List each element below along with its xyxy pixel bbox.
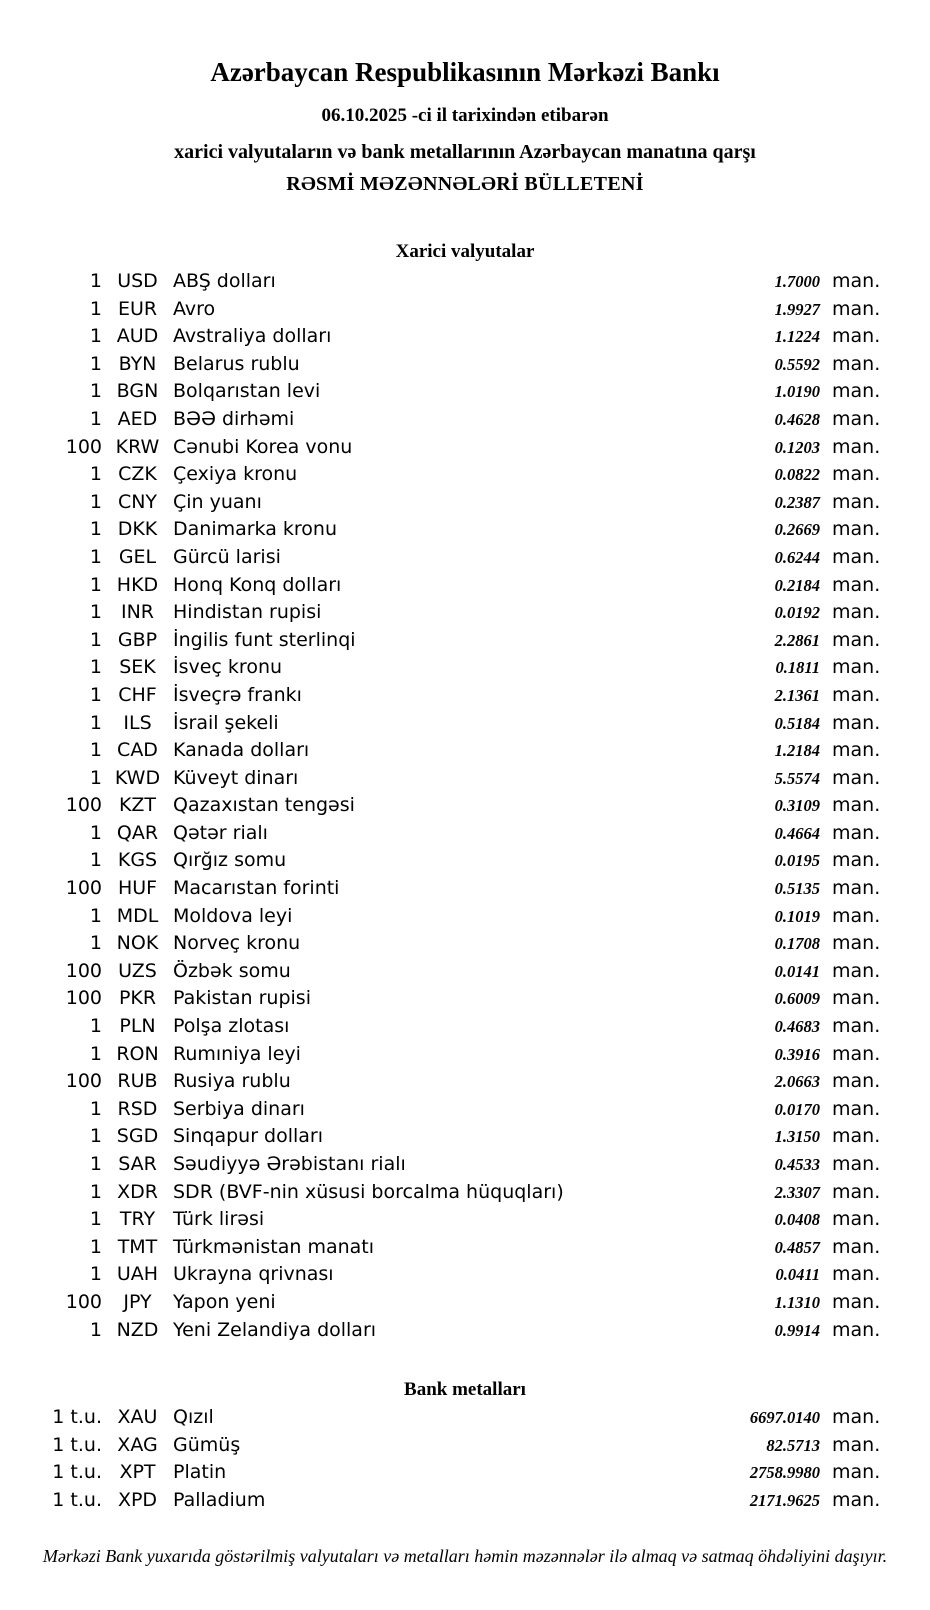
currency-name: Hindistan rupisi: [173, 601, 322, 624]
unit-label: man.: [832, 463, 881, 486]
currency-name: Qızıl: [173, 1406, 214, 1429]
unit-label: man.: [832, 987, 881, 1010]
currency-name: Yapon yeni: [173, 1290, 276, 1313]
currency-code: UAH: [116, 1263, 159, 1286]
rate-value: 0.1811: [775, 658, 820, 678]
currency-code: JPY: [123, 1290, 152, 1313]
currency-code: EUR: [117, 297, 158, 320]
unit-label: man.: [832, 1208, 881, 1231]
unit-label: man.: [832, 601, 881, 624]
unit-label: man.: [832, 1153, 881, 1175]
currency-name: SDR (BVF-nin xüsusi borcalma hüquqları): [173, 1180, 564, 1203]
rate-value: 0.4628: [774, 409, 820, 429]
currency-name: Rumıniya leyi: [173, 1042, 301, 1065]
table-row: [0, 1151, 930, 1179]
currency-name: Yeni Zelandiya dolları: [173, 1318, 377, 1341]
rate-value: 0.0195: [774, 851, 820, 871]
row-quantity: 1: [89, 297, 102, 320]
currency-code: NZD: [116, 1318, 159, 1341]
rate-value: 0.4683: [774, 1017, 820, 1037]
unit-label: man.: [832, 407, 881, 430]
currency-code: XAG: [117, 1433, 158, 1456]
currency-name: Avstraliya dolları: [173, 325, 332, 348]
currency-name: ABŞ dolları: [173, 270, 276, 292]
table-row: [0, 544, 930, 572]
row-quantity: 100: [65, 1070, 102, 1093]
currency-name: Cənubi Korea vonu: [173, 435, 353, 458]
table-row: [0, 323, 930, 351]
rate-value: 1.1224: [774, 327, 820, 347]
currency-code: RSD: [117, 1097, 158, 1120]
currency-code: HKD: [116, 573, 159, 596]
currency-name: İngilis funt sterlinqi: [173, 628, 356, 651]
table-row: [0, 903, 930, 931]
row-quantity: 1: [89, 380, 102, 403]
currency-code: ILS: [123, 711, 152, 734]
currency-name: Səudiyyə Ərəbistanı rialı: [173, 1153, 406, 1175]
row-quantity: 1: [89, 601, 102, 624]
table-row: [0, 1179, 930, 1207]
table-row: [0, 710, 930, 738]
row-quantity: 1: [89, 352, 102, 375]
currency-code: HUF: [117, 877, 158, 900]
currencies-section: [0, 240, 930, 1344]
table-row: [0, 268, 930, 296]
currency-name: İsveç kronu: [173, 656, 283, 679]
rate-value: 0.5592: [774, 354, 820, 374]
currency-code: KWD: [114, 766, 161, 789]
metals-section: [0, 1378, 930, 1514]
rate-value: 0.5184: [774, 713, 820, 733]
table-row: [0, 847, 930, 875]
rate-value: 6697.0140: [749, 1408, 820, 1428]
row-quantity: 1: [89, 628, 102, 651]
rate-value: 2171.9625: [749, 1490, 820, 1510]
currency-name: Polşa zlotası: [173, 1015, 290, 1038]
unit-label: man.: [832, 1015, 881, 1038]
rate-value: 2.2861: [774, 630, 820, 650]
row-quantity: 1: [89, 573, 102, 596]
currency-name: Qazaxıstan tengəsi: [173, 794, 355, 817]
unit-label: man.: [832, 794, 881, 817]
currency-code: MDL: [116, 904, 159, 927]
row-quantity: 1: [89, 1042, 102, 1065]
rate-value: 0.0822: [774, 465, 820, 485]
currency-code: AED: [117, 407, 158, 430]
document-header: [0, 0, 930, 196]
row-quantity: 1: [89, 1097, 102, 1120]
rate-value: 0.4857: [774, 1237, 820, 1257]
table-row: [0, 737, 930, 765]
rate-value: 2.0663: [774, 1072, 820, 1092]
currency-name: Macarıstan forinti: [173, 877, 340, 900]
unit-label: man.: [832, 1263, 881, 1286]
row-quantity: 100: [65, 987, 102, 1010]
rate-value: 0.2669: [774, 520, 820, 540]
table-row: [0, 654, 930, 682]
currency-code: SGD: [116, 1125, 159, 1148]
table-row: [0, 985, 930, 1013]
row-quantity: 100: [65, 794, 102, 817]
row-quantity: 1: [89, 1318, 102, 1341]
rate-value: 0.3109: [774, 796, 820, 816]
unit-label: man.: [832, 711, 881, 734]
rate-value: 0.0192: [774, 603, 820, 623]
currency-code: XDR: [117, 1180, 158, 1203]
row-quantity: 100: [65, 435, 102, 458]
unit-label: man.: [832, 1070, 881, 1093]
currency-name: Türk lirəsi: [173, 1208, 265, 1231]
currency-code: PKR: [118, 987, 157, 1010]
table-row: [0, 351, 930, 379]
currency-name: Palladium: [173, 1488, 266, 1511]
currency-code: KGS: [117, 849, 158, 872]
currency-code: KRW: [115, 435, 160, 458]
table-row: [0, 1317, 930, 1345]
row-quantity: 1: [89, 656, 102, 679]
table-row: [0, 1487, 930, 1515]
currency-code: SEK: [119, 656, 156, 679]
table-row: [0, 1013, 930, 1041]
currency-name: Küveyt dinarı: [173, 766, 299, 789]
unit-label: man.: [832, 1125, 881, 1148]
row-quantity: 1: [89, 1263, 102, 1286]
table-row: [0, 765, 930, 793]
row-quantity: 1 t.u.: [52, 1433, 102, 1456]
rate-value: 0.2184: [774, 575, 820, 595]
table-row: [0, 930, 930, 958]
row-quantity: 1 t.u.: [52, 1406, 102, 1429]
unit-label: man.: [832, 1488, 881, 1511]
table-row: [0, 1041, 930, 1069]
rate-value: 82.5713: [766, 1435, 820, 1455]
unit-label: man.: [832, 352, 881, 375]
currency-name: Belarus rublu: [173, 352, 300, 375]
rate-value: 0.2387: [774, 492, 820, 512]
currency-code: NOK: [116, 932, 159, 955]
currency-code: TMT: [117, 1235, 158, 1258]
currency-name: İsrail şekeli: [173, 711, 279, 734]
currency-name: Serbiya dinarı: [173, 1097, 305, 1120]
unit-label: man.: [832, 821, 881, 844]
table-row: [0, 792, 930, 820]
table-row: [0, 1261, 930, 1289]
table-row: [0, 820, 930, 848]
currency-code: INR: [120, 601, 155, 624]
row-quantity: 1: [89, 407, 102, 430]
unit-label: man.: [832, 380, 881, 403]
currency-code: CHF: [118, 683, 157, 706]
rate-value: 0.0141: [774, 961, 820, 981]
table-row: [0, 1123, 930, 1151]
row-quantity: 1: [89, 325, 102, 348]
row-quantity: 1: [89, 490, 102, 513]
table-row: [0, 516, 930, 544]
unit-label: man.: [832, 1097, 881, 1120]
row-quantity: 1: [89, 766, 102, 789]
row-quantity: 1: [89, 683, 102, 706]
unit-label: man.: [832, 1180, 881, 1203]
currency-code: BYN: [118, 352, 157, 375]
currency-code: BGN: [116, 380, 159, 403]
row-quantity: 1: [89, 711, 102, 734]
rate-value: 2.3307: [774, 1182, 820, 1202]
rate-value: 0.6244: [774, 547, 820, 567]
metals-table: [0, 1404, 930, 1514]
rate-value: 0.1019: [774, 906, 820, 926]
currency-code: RON: [116, 1042, 159, 1065]
row-quantity: 1: [89, 1015, 102, 1038]
unit-label: man.: [832, 1235, 881, 1258]
currency-name: Kanada dolları: [173, 739, 310, 762]
unit-label: man.: [832, 270, 881, 292]
currency-name: Moldova leyi: [173, 904, 293, 927]
metals-section-title: Bank metalları: [404, 1379, 526, 1401]
rate-value: 5.5574: [774, 768, 820, 788]
currency-code: DKK: [117, 518, 158, 541]
currency-code: GBP: [117, 628, 158, 651]
currency-code: UZS: [118, 959, 157, 982]
currency-name: Bolqarıstan levi: [173, 380, 321, 403]
table-row: [0, 434, 930, 462]
currency-code: RUB: [117, 1070, 158, 1093]
currency-code: USD: [117, 270, 158, 292]
rate-value: 0.6009: [774, 989, 820, 1009]
rate-value: 0.4533: [774, 1155, 820, 1174]
row-quantity: 1 t.u.: [52, 1488, 102, 1511]
currency-name: Qırğız somu: [173, 849, 287, 872]
currency-name: Çin yuanı: [173, 490, 262, 513]
row-quantity: 100: [65, 877, 102, 900]
currency-name: Gürcü larisi: [173, 545, 281, 568]
table-row: [0, 958, 930, 986]
rate-value: 0.4664: [774, 823, 820, 843]
effective-date-line: 06.10.2025 -ci il tarixindən etibarən: [321, 105, 609, 126]
unit-label: man.: [832, 739, 881, 762]
table-row: [0, 378, 930, 406]
unit-label: man.: [832, 1461, 881, 1484]
row-quantity: 1: [89, 463, 102, 486]
unit-label: man.: [832, 325, 881, 348]
row-quantity: 1: [89, 1235, 102, 1258]
row-quantity: 100: [65, 959, 102, 982]
currency-name: Honq Konq dolları: [173, 573, 342, 596]
document-footer: [0, 1544, 930, 1568]
table-row: [0, 1432, 930, 1460]
table-row: [0, 296, 930, 324]
currency-name: Pakistan rupisi: [173, 987, 311, 1010]
unit-label: man.: [832, 1318, 881, 1341]
currency-name: Çexiya kronu: [173, 463, 298, 486]
unit-label: man.: [832, 1290, 881, 1313]
currency-name: Platin: [173, 1461, 227, 1484]
rate-value: 0.0411: [775, 1265, 820, 1285]
bank-title: Azərbaycan Respublikasının Mərkəzi Bankı: [210, 57, 720, 87]
row-quantity: 1: [89, 1180, 102, 1203]
row-quantity: 1: [89, 849, 102, 872]
row-quantity: 1: [89, 1125, 102, 1148]
table-row: [0, 1459, 930, 1487]
table-row: [0, 461, 930, 489]
currency-name: Türkmənistan manatı: [173, 1235, 375, 1258]
row-quantity: 1: [89, 821, 102, 844]
rate-value: 0.9914: [774, 1320, 820, 1340]
rate-value: 1.2184: [774, 741, 820, 761]
unit-label: man.: [832, 959, 881, 982]
row-quantity: 1: [89, 1208, 102, 1231]
row-quantity: 100: [65, 1290, 102, 1313]
unit-label: man.: [832, 1433, 881, 1456]
rate-value: 1.3150: [774, 1127, 820, 1147]
row-quantity: 1: [89, 1153, 102, 1175]
unit-label: man.: [832, 932, 881, 955]
table-row: [0, 1289, 930, 1317]
currency-code: KZT: [118, 794, 157, 817]
row-quantity: 1: [89, 270, 102, 292]
currency-name: Danimarka kronu: [173, 518, 338, 541]
currency-code: XAU: [117, 1406, 158, 1429]
currency-code: AUD: [116, 325, 159, 348]
currency-name: Qətər rialı: [173, 821, 268, 844]
currency-code: TRY: [119, 1208, 156, 1231]
currency-name: Özbək somu: [173, 959, 291, 982]
currencies-section-title: Xarici valyutalar: [395, 241, 535, 262]
rate-value: 1.1310: [774, 1292, 820, 1312]
currency-name: Norveç kronu: [173, 932, 301, 955]
unit-label: man.: [832, 766, 881, 789]
unit-label: man.: [832, 1406, 881, 1429]
rate-value: 0.5135: [774, 879, 820, 899]
unit-label: man.: [832, 877, 881, 900]
row-quantity: 1: [89, 904, 102, 927]
row-quantity: 1 t.u.: [52, 1461, 102, 1484]
unit-label: man.: [832, 573, 881, 596]
currency-name: Sinqapur dolları: [173, 1125, 324, 1148]
unit-label: man.: [832, 545, 881, 568]
rate-value: 1.9927: [774, 299, 820, 319]
table-row: [0, 1206, 930, 1234]
rate-value: 2.1361: [774, 685, 820, 705]
currency-code: GEL: [118, 545, 157, 568]
unit-label: man.: [832, 628, 881, 651]
currency-name: Ukrayna qrivnası: [173, 1263, 334, 1286]
table-row: [0, 1234, 930, 1262]
currency-name: İsveçrə frankı: [173, 683, 302, 706]
subtitle-line: xarici valyutaların və bank metallarının Azərbaycan manatına qarşı: [174, 141, 756, 163]
row-quantity: 1: [89, 932, 102, 955]
table-row: [0, 1404, 930, 1432]
rate-value: 2758.9980: [749, 1463, 820, 1483]
table-row: [0, 875, 930, 903]
row-quantity: 1: [89, 518, 102, 541]
currency-name: Gümüş: [173, 1433, 241, 1456]
unit-label: man.: [832, 297, 881, 320]
unit-label: man.: [832, 490, 881, 513]
currency-name: Avro: [173, 297, 216, 320]
currencies-table: [0, 268, 930, 1344]
table-row: [0, 572, 930, 600]
row-quantity: 1: [89, 545, 102, 568]
currency-code: CAD: [117, 739, 158, 762]
currency-code: QAR: [116, 821, 159, 844]
table-row: [0, 627, 930, 655]
currency-code: CZK: [118, 463, 157, 486]
bulletin-title: RƏSMİ MƏZƏNNƏLƏRİ BÜLLETENİ: [286, 173, 644, 195]
rate-value: 0.1203: [774, 437, 820, 457]
unit-label: man.: [832, 849, 881, 872]
unit-label: man.: [832, 683, 881, 706]
currency-code: SAR: [118, 1153, 157, 1175]
unit-label: man.: [832, 435, 881, 458]
unit-label: man.: [832, 904, 881, 927]
currency-code: XPD: [117, 1488, 158, 1511]
row-quantity: 1: [89, 739, 102, 762]
table-row: [0, 406, 930, 434]
rate-value: 0.1708: [774, 934, 820, 954]
table-row: [0, 682, 930, 710]
unit-label: man.: [832, 656, 881, 679]
unit-label: man.: [832, 518, 881, 541]
table-row: [0, 489, 930, 517]
currency-code: XPT: [119, 1461, 156, 1484]
rate-value: 0.3916: [774, 1044, 820, 1064]
rate-value: 0.0408: [774, 1210, 820, 1230]
currency-name: Rusiya rublu: [173, 1070, 291, 1093]
currency-name: BƏƏ dirhəmi: [173, 407, 295, 430]
rate-value: 1.0190: [774, 382, 820, 402]
rate-value: 0.0170: [774, 1099, 820, 1119]
table-row: [0, 599, 930, 627]
currency-code: CNY: [117, 490, 158, 513]
table-row: [0, 1096, 930, 1124]
obligation-note: Mərkəzi Bank yuxarıda göstərilmiş valyutaları və metalları həmin məzənnələr ilə almaq və satmaq öhdəliyini daşıyır.: [42, 1545, 888, 1566]
unit-label: man.: [832, 1042, 881, 1065]
rate-value: 1.7000: [774, 272, 820, 291]
currency-code: PLN: [119, 1015, 156, 1038]
table-row: [0, 1068, 930, 1096]
